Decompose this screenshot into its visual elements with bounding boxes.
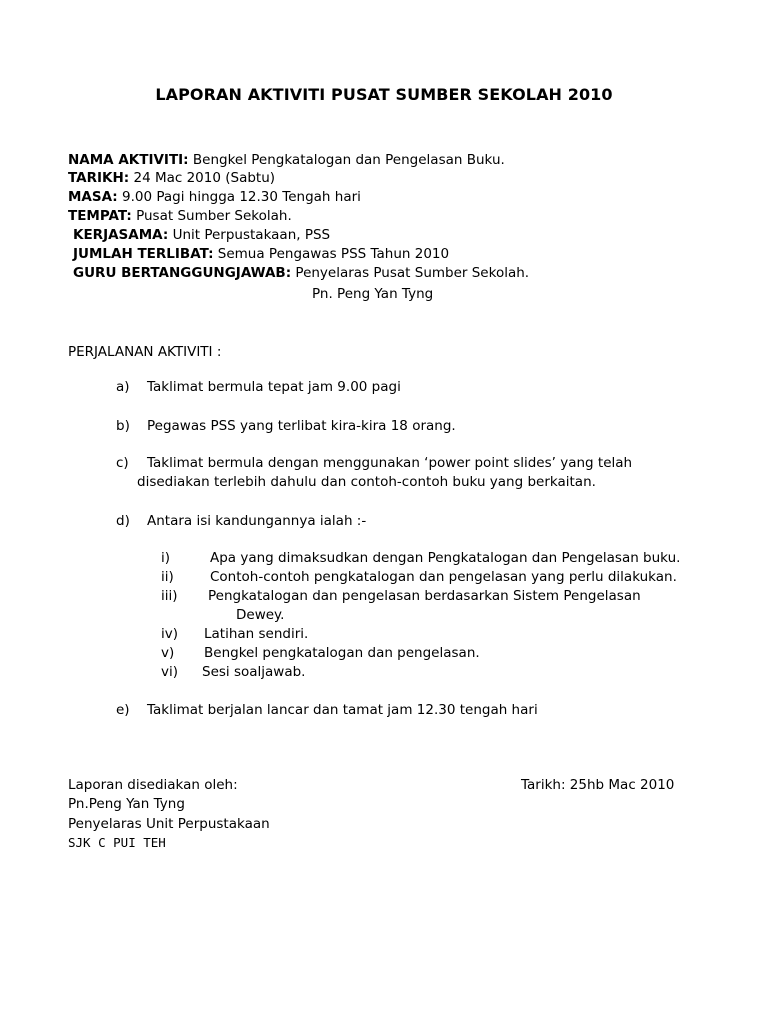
list-item-text: Antara isi kandungannya ialah :- xyxy=(147,513,367,529)
preparer-name: Pn.Peng Yan Tyng xyxy=(68,796,185,812)
list-item-marker: c) xyxy=(116,455,129,471)
detail-value: Unit Perpustakaan, PSS xyxy=(172,227,331,243)
sublist-item-text: Sesi soaljawab. xyxy=(202,664,306,680)
detail-row xyxy=(68,188,361,206)
detail-row xyxy=(73,245,449,263)
list-item-marker: b) xyxy=(116,418,130,434)
sublist-item-marker: iv) xyxy=(161,626,179,642)
detail-value: Penyelaras Pusat Sumber Sekolah. xyxy=(295,265,530,281)
sublist-item-text: Latihan sendiri. xyxy=(204,626,309,642)
detail-value: 9.00 Pagi hingga 12.30 Tengah hari xyxy=(122,189,361,205)
detail-label: TARIKH: xyxy=(68,170,130,186)
sublist-item-marker: v) xyxy=(161,645,175,661)
detail-label: TEMPAT: xyxy=(68,208,132,224)
list-item-text: Taklimat bermula dengan menggunakan ‘power point slides’ yang telah xyxy=(147,455,633,471)
detail-value: Semua Pengawas PSS Tahun 2010 xyxy=(217,246,450,262)
detail-row xyxy=(68,151,505,169)
list-item-marker: d) xyxy=(116,513,130,529)
detail-row xyxy=(73,226,330,244)
sublist-item-text: Apa yang dimaksudkan dengan Pengkatalogan dan Pengelasan buku. xyxy=(210,550,681,566)
prepared-by-label: Laporan disediakan oleh: xyxy=(68,777,238,793)
list-item-text: Taklimat berjalan lancar dan tamat jam 12.30 tengah hari xyxy=(147,702,538,718)
sublist-item-marker: ii) xyxy=(161,569,174,585)
detail-row xyxy=(68,169,275,187)
sublist-item-text: Contoh-contoh pengkatalogan dan pengelasan yang perlu dilakukan. xyxy=(210,569,677,585)
detail-value: Bengkel Pengkatalogan dan Pengelasan Buku. xyxy=(192,152,505,168)
section-heading: PERJALANAN AKTIVITI : xyxy=(68,344,222,360)
detail-value-continuation: Pn. Peng Yan Tyng xyxy=(312,286,434,302)
detail-label: JUMLAH TERLIBAT: xyxy=(73,246,214,262)
list-item-marker: e) xyxy=(116,702,130,718)
detail-row xyxy=(73,264,529,282)
detail-label: GURU BERTANGGUNGJAWAB: xyxy=(73,265,292,281)
detail-label: MASA: xyxy=(68,189,118,205)
sublist-item-marker: vi) xyxy=(161,664,179,680)
preparer-position: Penyelaras Unit Perpustakaan xyxy=(68,816,270,832)
list-item-text-continuation: disediakan terlebih dahulu dan contoh-contoh buku yang berkaitan. xyxy=(137,474,596,490)
detail-label: NAMA AKTIVITI: xyxy=(68,152,189,168)
list-item-text: Pegawas PSS yang terlibat kira-kira 18 orang. xyxy=(147,418,456,434)
detail-value: Pusat Sumber Sekolah. xyxy=(136,208,292,224)
report-date: Tarikh: 25hb Mac 2010 xyxy=(521,777,675,793)
sublist-item-text: Pengkatalogan dan pengelasan berdasarkan Sistem Pengelasan xyxy=(208,588,641,604)
sublist-item-text: Bengkel pengkatalogan dan pengelasan. xyxy=(204,645,480,661)
sublist-item-text-continuation: Dewey. xyxy=(236,607,285,623)
school-name: SJK C PUI TEH xyxy=(68,835,166,850)
sublist-item-marker: i) xyxy=(161,550,171,566)
sublist-item-marker: iii) xyxy=(161,588,178,604)
list-item-marker: a) xyxy=(116,379,130,395)
list-item-text: Taklimat bermula tepat jam 9.00 pagi xyxy=(147,379,401,395)
detail-row xyxy=(68,207,292,225)
report-title: LAPORAN AKTIVITI PUSAT SUMBER SEKOLAH 2010 xyxy=(155,85,613,104)
detail-value: 24 Mac 2010 (Sabtu) xyxy=(133,170,276,186)
detail-label: KERJASAMA: xyxy=(73,227,169,243)
